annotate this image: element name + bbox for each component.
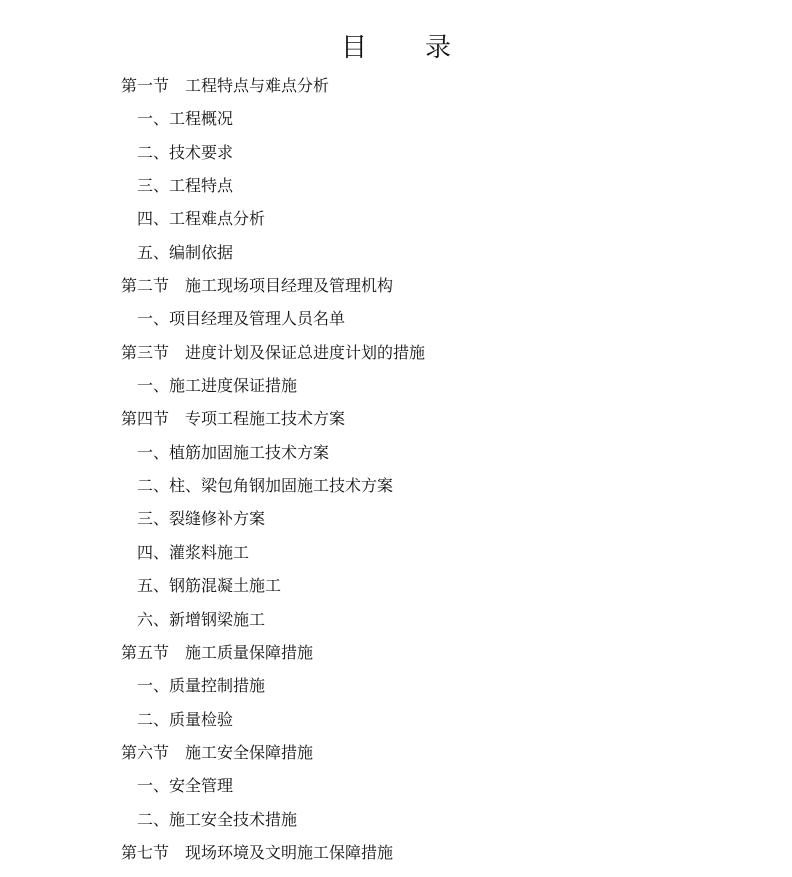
toc-section-title: 施工现场项目经理及管理机构 [185,276,394,296]
toc-subitem-title: 三、裂缝修补方案 [137,509,266,529]
toc-subitem-title: 四、灌浆料施工 [137,542,250,562]
toc-section-entry[interactable] [121,402,761,435]
toc-subitem-entry[interactable] [121,502,761,535]
toc-subitem-entry[interactable] [121,769,761,802]
toc-subitem-entry[interactable] [121,469,761,502]
toc-section-title: 施工安全保障措施 [185,742,314,762]
title-char-2: 录 [425,33,452,63]
toc-subitem-title: 一、植筋加固施工技术方案 [137,442,330,462]
toc-subitem-title: 三、工程特点 [137,176,234,196]
toc-subitem-title: 二、施工安全技术措施 [137,809,298,829]
toc-subitem-entry[interactable] [121,803,761,836]
toc-subitem-title: 二、质量检验 [137,709,234,729]
toc-subitem-title: 一、项目经理及管理人员名单 [137,309,346,329]
toc-subitem-entry[interactable] [121,436,761,469]
toc-section-number: 第一节 [121,76,170,95]
toc-subitem-entry[interactable] [121,703,761,736]
toc-subitem-title: 二、柱、梁包角钢加固施工技术方案 [137,476,394,496]
toc-subitem-title: 一、质量控制措施 [137,676,266,696]
toc-subitem-entry[interactable] [121,302,761,335]
toc-subitem-entry[interactable] [121,569,761,602]
toc-section-title: 施工质量保障措施 [185,642,314,662]
toc-section-number: 第五节 [121,642,170,662]
toc-subitem-entry[interactable] [121,236,761,269]
toc-subitem-title: 六、新增钢梁施工 [137,609,266,629]
toc-subitem-entry[interactable] [121,136,761,169]
toc-section-number: 第六节 [121,742,170,762]
toc-subitem-title: 四、工程难点分析 [137,209,266,229]
toc-subitem-title: 一、安全管理 [137,776,234,796]
toc-subitem-title: 二、技术要求 [137,142,234,162]
toc-section-title: 进度计划及保证总进度计划的措施 [185,342,426,362]
toc-section-title: 工程特点与难点分析 [185,76,330,95]
toc-section-number: 第四节 [121,409,170,429]
toc-subitem-entry[interactable] [121,603,761,636]
toc-subitem-entry[interactable] [121,369,761,402]
toc-section-entry[interactable] [121,269,761,302]
toc-section-entry[interactable] [121,336,761,369]
page-title [0,30,792,66]
toc-subitem-entry[interactable] [121,669,761,702]
toc-section-entry[interactable] [121,836,761,869]
toc-subitem-title: 一、工程概况 [137,109,234,129]
table-of-contents [121,69,761,869]
toc-subitem-entry[interactable] [121,102,761,135]
toc-section-entry[interactable] [121,69,761,102]
toc-section-entry[interactable] [121,736,761,769]
toc-section-title: 专项工程施工技术方案 [185,409,346,429]
toc-section-number: 第三节 [121,342,170,362]
toc-subitem-entry[interactable] [121,202,761,235]
toc-subitem-entry[interactable] [121,536,761,569]
toc-section-number: 第七节 [121,842,170,862]
toc-section-number: 第二节 [121,276,170,296]
toc-subitem-title: 五、钢筋混凝土施工 [137,576,282,596]
toc-section-entry[interactable] [121,636,761,669]
toc-subitem-entry[interactable] [121,169,761,202]
toc-subitem-title: 一、施工进度保证措施 [137,376,298,396]
title-char-1: 目 [340,33,367,63]
toc-section-title: 现场环境及文明施工保障措施 [185,842,394,862]
toc-subitem-title: 五、编制依据 [137,242,234,262]
